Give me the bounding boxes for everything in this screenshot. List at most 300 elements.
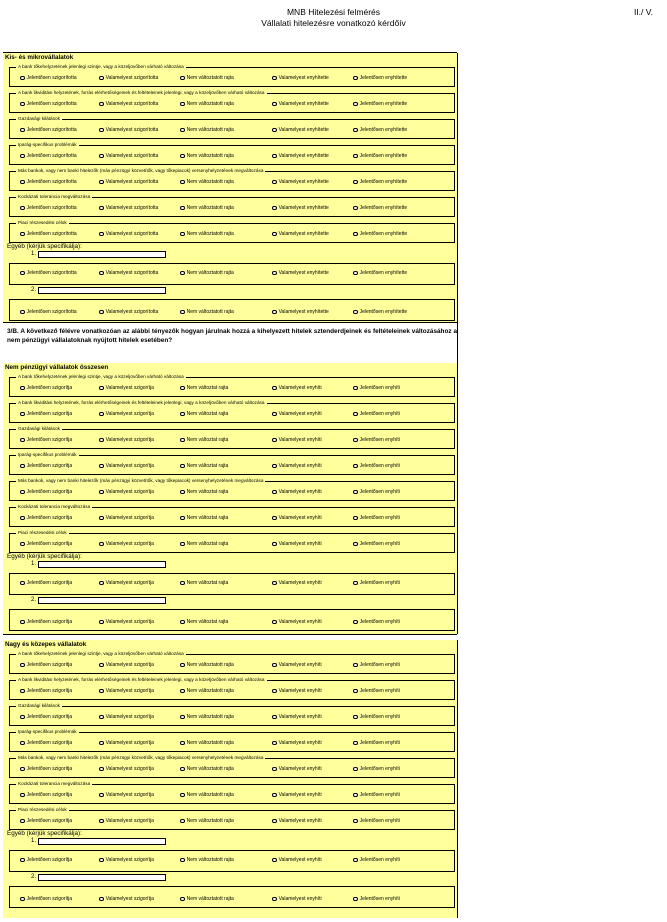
radio-button[interactable]	[99, 386, 104, 391]
factor-2-option-3[interactable]	[180, 411, 228, 417]
radio-button[interactable]	[20, 180, 25, 185]
factor-5-option-1[interactable]	[20, 766, 72, 772]
radio-button[interactable]	[20, 386, 25, 391]
radio-button[interactable]	[353, 310, 358, 315]
other-1-option-2[interactable]	[99, 270, 158, 276]
factor-4-option-2[interactable]	[99, 463, 154, 469]
radio-button[interactable]	[272, 412, 277, 417]
factor-6-option-4[interactable]	[272, 792, 322, 798]
factor-label: A bank tőkehelyzetének jelenlegi szintje, vagy a közeljövőben várható változása	[18, 374, 184, 379]
factor-7-option-3[interactable]	[180, 231, 234, 237]
option-label: Jelentősen szigorítja	[26, 688, 73, 694]
option-label: Valamelyest enyhítette	[278, 153, 329, 159]
radio-button[interactable]	[99, 741, 104, 746]
top-rule	[3, 52, 457, 53]
radio-button[interactable]	[353, 490, 358, 495]
factor-6-option-5[interactable]	[353, 205, 407, 211]
radio-button[interactable]	[99, 858, 104, 863]
factor-7-option-4[interactable]	[272, 818, 322, 824]
other-2-option-1[interactable]	[20, 619, 72, 625]
radio-button[interactable]	[180, 102, 185, 107]
factor-4-option-1[interactable]	[20, 153, 77, 159]
other-2-option-5[interactable]	[353, 896, 400, 902]
factor-1-option-2[interactable]	[99, 75, 158, 81]
factor-5-option-5[interactable]	[353, 179, 407, 185]
other-2-input[interactable]	[38, 874, 166, 881]
other-1-input[interactable]	[38, 251, 166, 258]
factor-2-option-5[interactable]	[353, 411, 400, 417]
radio-button[interactable]	[99, 310, 104, 315]
radio-button[interactable]	[99, 76, 104, 81]
factor-4-option-3[interactable]	[180, 153, 234, 159]
factor-1-option-2[interactable]	[99, 662, 154, 668]
other-1-option-4[interactable]	[272, 580, 322, 586]
factor-6-option-1[interactable]	[20, 792, 72, 798]
radio-button[interactable]	[353, 793, 358, 798]
radio-button[interactable]	[353, 858, 358, 863]
radio-button[interactable]	[20, 767, 25, 772]
factor-4-option-1[interactable]	[20, 740, 72, 746]
factor-1-option-4[interactable]	[272, 662, 322, 668]
radio-button[interactable]	[180, 386, 185, 391]
factor-5-option-5[interactable]	[353, 489, 400, 495]
factor-7-option-2[interactable]	[99, 541, 154, 547]
radio-button[interactable]	[272, 516, 277, 521]
factor-3-option-3[interactable]	[180, 714, 234, 720]
radio-button[interactable]	[272, 386, 277, 391]
radio-button[interactable]	[20, 793, 25, 798]
factor-3-option-2[interactable]	[99, 714, 154, 720]
radio-button[interactable]	[180, 76, 185, 81]
radio-button[interactable]	[272, 741, 277, 746]
other-2-option-2[interactable]	[99, 309, 158, 315]
radio-button[interactable]	[180, 438, 185, 443]
radio-button[interactable]	[180, 128, 185, 133]
factor-3-option-2[interactable]	[99, 127, 158, 133]
radio-button[interactable]	[99, 793, 104, 798]
factor-6-option-2[interactable]	[99, 515, 154, 521]
other-2-option-4[interactable]	[272, 619, 322, 625]
factor-3-option-3[interactable]	[180, 437, 228, 443]
radio-button[interactable]	[272, 897, 277, 902]
factor-5-option-4[interactable]	[272, 766, 322, 772]
radio-button[interactable]	[180, 715, 185, 720]
other-2-option-2[interactable]	[99, 619, 154, 625]
radio-button[interactable]	[272, 232, 277, 237]
radio-button[interactable]	[99, 581, 104, 586]
option-label: Jelentősen enyhíti	[359, 766, 400, 772]
factor-5-option-2[interactable]	[99, 179, 158, 185]
other-1-option-1[interactable]	[20, 857, 72, 863]
factor-2-option-5[interactable]	[353, 688, 400, 694]
factor-7-option-4[interactable]	[272, 541, 322, 547]
radio-button[interactable]	[272, 793, 277, 798]
other-1-option-1[interactable]	[20, 580, 72, 586]
factor-1-option-2[interactable]	[99, 385, 154, 391]
radio-button[interactable]	[20, 438, 25, 443]
header-line2: Vállalati hitelezésre vonatkozó kérdőív	[261, 18, 406, 28]
radio-button[interactable]	[272, 767, 277, 772]
factor-5-option-3[interactable]	[180, 179, 234, 185]
factor-2-option-5[interactable]	[353, 101, 407, 107]
factor-2-option-3[interactable]	[180, 101, 234, 107]
factor-2-option-4[interactable]	[272, 411, 322, 417]
radio-button[interactable]	[99, 689, 104, 694]
factor-3-option-5[interactable]	[353, 437, 400, 443]
option-label: Valamelyest szigorítja	[105, 385, 154, 391]
radio-button[interactable]	[99, 102, 104, 107]
radio-button[interactable]	[353, 516, 358, 521]
radio-button[interactable]	[99, 663, 104, 668]
radio-button[interactable]	[272, 438, 277, 443]
radio-button[interactable]	[353, 581, 358, 586]
factor-5-option-5[interactable]	[353, 766, 400, 772]
radio-button[interactable]	[99, 516, 104, 521]
header-line1: MNB Hitelezési felmérés	[286, 7, 381, 17]
factor-5-option-3[interactable]	[180, 766, 234, 772]
radio-button[interactable]	[353, 154, 358, 159]
option-label: Valamelyest szigorította	[105, 75, 159, 81]
radio-button[interactable]	[20, 310, 25, 315]
radio-button[interactable]	[180, 464, 185, 469]
other-1-option-3[interactable]	[180, 857, 234, 863]
radio-button[interactable]	[272, 464, 277, 469]
radio-button[interactable]	[272, 206, 277, 211]
radio-button[interactable]	[99, 271, 104, 276]
other-2-option-3[interactable]	[180, 619, 228, 625]
factor-7-option-5[interactable]	[353, 818, 400, 824]
factor-3-option-4[interactable]	[272, 714, 322, 720]
factor-3-option-1[interactable]	[20, 127, 77, 133]
radio-button[interactable]	[180, 271, 185, 276]
radio-button[interactable]	[272, 620, 277, 625]
radio-button[interactable]	[180, 232, 185, 237]
radio-button[interactable]	[272, 128, 277, 133]
radio-button[interactable]	[99, 412, 104, 417]
radio-button[interactable]	[180, 741, 185, 746]
radio-button[interactable]	[20, 490, 25, 495]
factor-4-option-4[interactable]	[272, 153, 329, 159]
other-2-number: 2.	[31, 597, 37, 603]
radio-button[interactable]	[99, 542, 104, 547]
factor-4-option-3[interactable]	[180, 740, 234, 746]
radio-button[interactable]	[180, 793, 185, 798]
factor-1-option-5[interactable]	[353, 385, 400, 391]
radio-button[interactable]	[99, 206, 104, 211]
radio-button[interactable]	[353, 464, 358, 469]
radio-button[interactable]	[20, 858, 25, 863]
other-2-number: 2.	[31, 874, 37, 880]
other-1-input[interactable]	[38, 561, 166, 568]
radio-button[interactable]	[272, 310, 277, 315]
factor-6-option-2[interactable]	[99, 792, 154, 798]
radio-button[interactable]	[180, 819, 185, 824]
factor-4-option-2[interactable]	[99, 740, 154, 746]
section-title: Nem pénzügyi vállalatok összesen	[5, 364, 109, 371]
other-1-option-2[interactable]	[99, 857, 154, 863]
factor-label: Más bankok, vagy nem banki hitelezők (más pénzügyi közvetítők, vagy tőkepiacok) versenyhelyzetének megváltozása	[18, 168, 264, 173]
radio-button[interactable]	[353, 386, 358, 391]
radio-button[interactable]	[99, 620, 104, 625]
factor-4-option-4[interactable]	[272, 740, 322, 746]
radio-button[interactable]	[353, 663, 358, 668]
radio-button[interactable]	[180, 663, 185, 668]
option-label: Nem változtatott rajta	[186, 101, 234, 107]
radio-button[interactable]	[180, 490, 185, 495]
factor-2-option-2[interactable]	[99, 101, 158, 107]
radio-button[interactable]	[99, 154, 104, 159]
radio-button[interactable]	[353, 715, 358, 720]
factor-2-option-4[interactable]	[272, 688, 322, 694]
radio-button[interactable]	[272, 819, 277, 824]
other-1-option-5[interactable]	[353, 580, 400, 586]
factor-1-option-3[interactable]	[180, 75, 234, 81]
radio-button[interactable]	[272, 542, 277, 547]
radio-button[interactable]	[272, 271, 277, 276]
factor-6-option-5[interactable]	[353, 792, 400, 798]
factor-7-option-5[interactable]	[353, 541, 400, 547]
radio-button[interactable]	[99, 715, 104, 720]
factor-7-option-2[interactable]	[99, 231, 158, 237]
radio-button[interactable]	[180, 516, 185, 521]
radio-button[interactable]	[353, 206, 358, 211]
factor-6-option-3[interactable]	[180, 515, 228, 521]
radio-button[interactable]	[20, 128, 25, 133]
factor-4-option-3[interactable]	[180, 463, 228, 469]
radio-button[interactable]	[20, 741, 25, 746]
radio-button[interactable]	[99, 464, 104, 469]
factor-6-option-5[interactable]	[353, 515, 400, 521]
radio-button[interactable]	[99, 767, 104, 772]
radio-button[interactable]	[180, 412, 185, 417]
radio-button[interactable]	[20, 663, 25, 668]
radio-button[interactable]	[20, 412, 25, 417]
radio-button[interactable]	[180, 310, 185, 315]
radio-button[interactable]	[20, 689, 25, 694]
radio-button[interactable]	[20, 232, 25, 237]
factor-1-option-1[interactable]	[20, 75, 77, 81]
factor-1-option-3[interactable]	[180, 662, 234, 668]
radio-button[interactable]	[272, 490, 277, 495]
radio-button[interactable]	[20, 715, 25, 720]
option-label: Jelentősen enyhítette	[359, 127, 408, 133]
factor-4-option-5[interactable]	[353, 740, 400, 746]
option-label: Jelentősen szigorította	[26, 205, 77, 211]
factor-1-option-4[interactable]	[272, 385, 322, 391]
other-2-option-1[interactable]	[20, 896, 72, 902]
radio-button[interactable]	[272, 154, 277, 159]
factor-7-option-1[interactable]	[20, 231, 77, 237]
factor-2-option-1[interactable]	[20, 688, 72, 694]
radio-button[interactable]	[20, 542, 25, 547]
radio-button[interactable]	[272, 581, 277, 586]
radio-button[interactable]	[180, 767, 185, 772]
radio-button[interactable]	[20, 897, 25, 902]
factor-3-option-4[interactable]	[272, 127, 329, 133]
factor-6-option-1[interactable]	[20, 515, 72, 521]
radio-button[interactable]	[20, 154, 25, 159]
other-2-option-2[interactable]	[99, 896, 154, 902]
other-1-option-4[interactable]	[272, 270, 329, 276]
other-2-input[interactable]	[38, 287, 166, 294]
radio-button[interactable]	[20, 581, 25, 586]
radio-button[interactable]	[353, 128, 358, 133]
factor-4-option-4[interactable]	[272, 463, 322, 469]
option-label: Jelentősen enyhíti	[359, 489, 400, 495]
other-1-option-3[interactable]	[180, 580, 228, 586]
factor-4-option-5[interactable]	[353, 153, 407, 159]
radio-button[interactable]	[353, 102, 358, 107]
radio-button[interactable]	[20, 76, 25, 81]
factor-7-option-2[interactable]	[99, 818, 154, 824]
factor-5-option-2[interactable]	[99, 489, 154, 495]
factor-1-option-1[interactable]	[20, 662, 72, 668]
other-2-input[interactable]	[38, 597, 166, 604]
option-label: Valamelyest enyhíti	[278, 385, 322, 391]
other-2-option-3[interactable]	[180, 896, 234, 902]
radio-button[interactable]	[180, 581, 185, 586]
radio-button[interactable]	[20, 516, 25, 521]
other-2-option-3[interactable]	[180, 309, 234, 315]
radio-button[interactable]	[272, 102, 277, 107]
other-1-option-5[interactable]	[353, 857, 400, 863]
factor-2-option-1[interactable]	[20, 411, 72, 417]
factor-1-option-5[interactable]	[353, 662, 400, 668]
other-1-option-1[interactable]	[20, 270, 77, 276]
radio-button[interactable]	[272, 715, 277, 720]
radio-button[interactable]	[353, 689, 358, 694]
radio-button[interactable]	[353, 542, 358, 547]
factor-2-option-2[interactable]	[99, 688, 154, 694]
radio-button[interactable]	[20, 271, 25, 276]
radio-button[interactable]	[353, 76, 358, 81]
factor-6-option-3[interactable]	[180, 205, 234, 211]
radio-button[interactable]	[99, 819, 104, 824]
factor-7-option-1[interactable]	[20, 541, 72, 547]
option-label: Nem változtatott rajta	[186, 688, 234, 694]
other-1-option-4[interactable]	[272, 857, 322, 863]
factor-6-option-4[interactable]	[272, 205, 329, 211]
factor-4-option-5[interactable]	[353, 463, 400, 469]
factor-3-option-5[interactable]	[353, 714, 400, 720]
radio-button[interactable]	[180, 689, 185, 694]
other-2-option-4[interactable]	[272, 309, 329, 315]
radio-button[interactable]	[180, 620, 185, 625]
radio-button[interactable]	[99, 897, 104, 902]
radio-button[interactable]	[272, 689, 277, 694]
other-1-option-5[interactable]	[353, 270, 407, 276]
factor-3-option-1[interactable]	[20, 437, 72, 443]
factor-2-option-2[interactable]	[99, 411, 154, 417]
option-label: Jelentősen szigorítja	[26, 489, 73, 495]
other-2-option-1[interactable]	[20, 309, 77, 315]
other-1-input[interactable]	[38, 838, 166, 845]
factor-7-option-5[interactable]	[353, 231, 407, 237]
radio-button[interactable]	[180, 180, 185, 185]
factor-4-option-1[interactable]	[20, 463, 72, 469]
radio-button[interactable]	[353, 412, 358, 417]
factor-5-option-1[interactable]	[20, 179, 77, 185]
radio-button[interactable]	[20, 464, 25, 469]
factor-7-option-3[interactable]	[180, 541, 228, 547]
factor-5-option-1[interactable]	[20, 489, 72, 495]
option-label: Jelentősen szigorította	[26, 270, 77, 276]
radio-button[interactable]	[353, 897, 358, 902]
other-1-option-2[interactable]	[99, 580, 154, 586]
factor-1-option-3[interactable]	[180, 385, 228, 391]
option-label: Jelentősen szigorítja	[26, 766, 73, 772]
factor-7-option-1[interactable]	[20, 818, 72, 824]
radio-button[interactable]	[20, 102, 25, 107]
radio-button[interactable]	[353, 180, 358, 185]
radio-button[interactable]	[180, 858, 185, 863]
factor-1-option-4[interactable]	[272, 75, 329, 81]
radio-button[interactable]	[180, 206, 185, 211]
factor-4-option-2[interactable]	[99, 153, 158, 159]
radio-button[interactable]	[353, 741, 358, 746]
factor-5-option-3[interactable]	[180, 489, 228, 495]
factor-7-option-4[interactable]	[272, 231, 329, 237]
radio-button[interactable]	[180, 897, 185, 902]
radio-button[interactable]	[353, 620, 358, 625]
other-1-option-3[interactable]	[180, 270, 234, 276]
factor-1-option-5[interactable]	[353, 75, 407, 81]
factor-label: Kockázati tolerancia megváltozása	[18, 781, 91, 786]
radio-button[interactable]	[180, 542, 185, 547]
other-2-option-5[interactable]	[353, 309, 407, 315]
option-label: Nem változtat rajta	[186, 619, 229, 625]
radio-button[interactable]	[353, 819, 358, 824]
factor-3-option-5[interactable]	[353, 127, 407, 133]
factor-6-option-4[interactable]	[272, 515, 322, 521]
other-2-option-4[interactable]	[272, 896, 322, 902]
factor-5-option-4[interactable]	[272, 179, 329, 185]
factor-6-option-2[interactable]	[99, 205, 158, 211]
radio-button[interactable]	[272, 858, 277, 863]
radio-button[interactable]	[20, 206, 25, 211]
other-2-option-5[interactable]	[353, 619, 400, 625]
factor-3-option-3[interactable]	[180, 127, 234, 133]
radio-button[interactable]	[20, 620, 25, 625]
radio-button[interactable]	[353, 438, 358, 443]
radio-button[interactable]	[99, 128, 104, 133]
radio-button[interactable]	[99, 490, 104, 495]
factor-6-option-3[interactable]	[180, 792, 234, 798]
radio-button[interactable]	[272, 76, 277, 81]
radio-button[interactable]	[353, 271, 358, 276]
radio-button[interactable]	[20, 819, 25, 824]
radio-button[interactable]	[99, 232, 104, 237]
factor-6-option-1[interactable]	[20, 205, 77, 211]
radio-button[interactable]	[353, 767, 358, 772]
radio-button[interactable]	[180, 154, 185, 159]
radio-button[interactable]	[272, 663, 277, 668]
radio-button[interactable]	[99, 438, 104, 443]
factor-3-option-2[interactable]	[99, 437, 154, 443]
factor-2-option-3[interactable]	[180, 688, 234, 694]
factor-1-option-1[interactable]	[20, 385, 72, 391]
factor-2-option-1[interactable]	[20, 101, 77, 107]
radio-button[interactable]	[99, 180, 104, 185]
factor-5-option-2[interactable]	[99, 766, 154, 772]
radio-button[interactable]	[353, 232, 358, 237]
factor-2-option-4[interactable]	[272, 101, 329, 107]
factor-3-option-4[interactable]	[272, 437, 322, 443]
radio-button[interactable]	[272, 180, 277, 185]
factor-5-option-4[interactable]	[272, 489, 322, 495]
factor-7-option-3[interactable]	[180, 818, 234, 824]
factor-3-option-1[interactable]	[20, 714, 72, 720]
